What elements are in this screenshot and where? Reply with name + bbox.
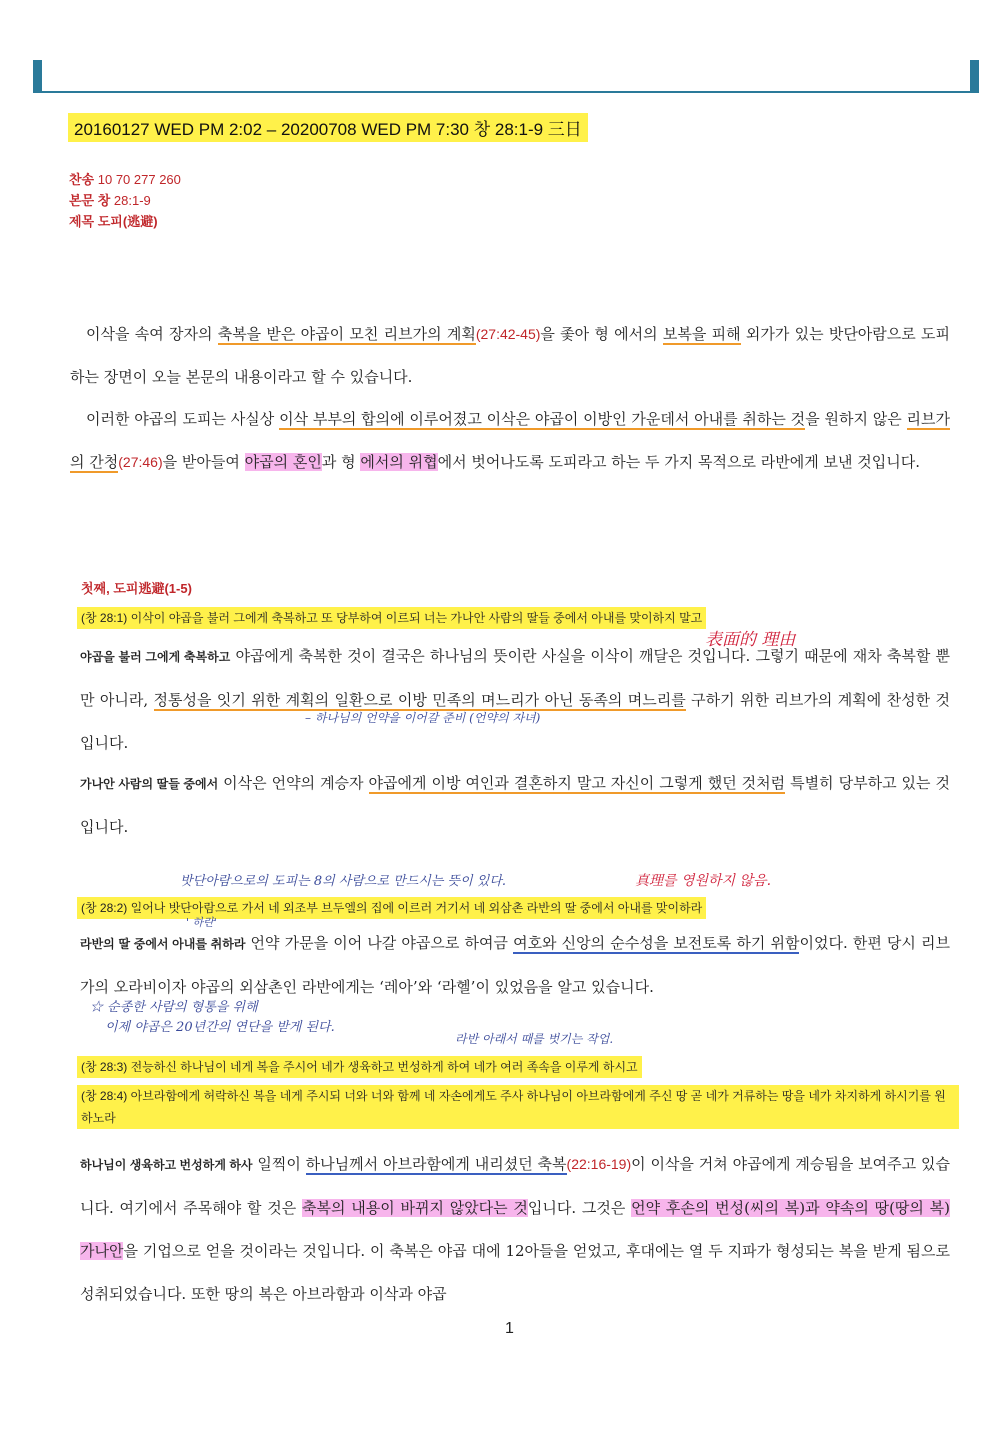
handwritten-note: 밧단아람으로의 도피는 8의 사람으로 만드시는 뜻이 있다. [180, 874, 507, 889]
scripture-ref: (27:42-45) [475, 326, 541, 342]
lead-phrase: 가나안 사람의 딸들 중에서 [80, 777, 219, 791]
section-heading: 첫째, 도피逃避(1-5) [81, 581, 192, 596]
text-label: 본문 창 [69, 193, 111, 208]
text-run: 일찍이 [252, 1155, 306, 1173]
highlighted-text: 언약 후손의 번성(씨의 복)과 약속의 땅(땅의 복) 가나안 [80, 1199, 951, 1260]
commentary-1 [80, 635, 950, 765]
lead-phrase: 야곱을 불러 그에게 축복하고 [80, 650, 231, 664]
handwritten-note: ☆ 순종한 사람의 형통을 위해 [90, 1000, 258, 1015]
intro-paragraph-1 [70, 313, 950, 399]
commentary-2 [80, 762, 950, 849]
text-run: 야곱에게 축복한 것이 결국은 하나님의 뜻이란 사실을 이삭이 깨달은 것입니다. 그렇기 때문에 재차 축복할 뿐만 아니라, [80, 647, 950, 709]
text-run: 을 기업으로 얻을 것이라는 것입니다. 이 축복은 야곱 대에 12아들을 얻었고, 후대에는 열 두 지파가 형성되는 복을 받게 됨으로 성취되었습니다. 또한 땅의 복은 아브라함과 이삭과 야곱 [80, 1242, 950, 1303]
underlined-text: 정통성을 잇기 위한 계획의 일환으로 이방 민족의 며느리가 아닌 동족의 며느리를 [153, 691, 686, 709]
text-run: 이삭을 속여 장자의 [86, 325, 218, 343]
underlined-text: 보복을 피해 [662, 325, 741, 343]
text-run: 이었다. 한편 당시 리브가의 오라비이자 야곱의 외삼촌인 라반에게는 ‘레아’와 ‘라헬’이 있었음을 알고 있습니다. [80, 934, 951, 996]
underlined-text: 여호와 신앙의 순수성을 보전토록 하기 위함 [513, 934, 800, 952]
verse-28-1: (창 28:1) 이삭이 야곱을 불러 그에게 축복하고 또 당부하여 이르되 너는 가나안 사람의 딸들 중에서 아내를 맞이하지 말고 [77, 607, 706, 629]
intro-paragraph-2 [70, 398, 950, 484]
handwritten-note: 이제 야곱은 20년간의 연단을 받게 된다. [105, 1020, 335, 1035]
header-bar-right [970, 60, 979, 93]
scripture-ref: (22:16-19) [566, 1156, 632, 1172]
header-bar-left [33, 60, 42, 93]
text-value: 28:1-9 [113, 193, 151, 208]
highlighted-text: 축복의 내용이 바뀌지 않았다는 것 [301, 1199, 528, 1217]
text-run: 을 좇아 형 에서의 [540, 325, 663, 343]
text-run: 입니다. 그것은 [527, 1199, 632, 1217]
handwritten-note: 表面的 理由 [705, 630, 796, 650]
lead-phrase: 하나님이 생육하고 번성하게 하사 [80, 1158, 253, 1172]
title-label: 제목 [69, 214, 95, 229]
underlined-text: 축복을 받은 야곱이 모친 리브가의 계획 [217, 325, 476, 343]
hymn-value: 10 70 277 260 [97, 172, 181, 187]
verse-28-2: (창 28:2) 일어나 밧단아람으로 가서 네 외조부 브두엘의 집에 이르러 거기서 네 외삼촌 라반의 딸 중에서 아내를 맞이하라 [77, 897, 706, 919]
underlined-text: 야곱에게 이방 여인과 결혼하지 말고 자신이 그렇게 했던 것처럼 [368, 774, 786, 792]
title-line [69, 211, 158, 230]
underlined-text: 이삭 부부의 합의에 이루어졌고 이삭은 야곱이 이방인 가운데서 아내를 취하는 것 [279, 410, 806, 428]
page-number: 1 [505, 1320, 514, 1337]
text-run: 이 이삭을 거쳐 야곱에게 계승됨을 보여주고 있습니다. 여기에서 주목해야 할 것은 [80, 1155, 950, 1217]
text-line [69, 190, 151, 209]
handwritten-note: – 하나님의 언약을 이어갈 준비 (언약의 자녀) [305, 711, 541, 725]
header-rule [34, 91, 978, 93]
verse-28-3: (창 28:3) 전능하신 하나님이 네게 복을 주시어 네가 생육하고 번성하게 하여 네가 여러 족속을 이루게 하시고 [77, 1056, 642, 1078]
text-run: 외가가 있는 밧단아람으로 도피하는 장면이 오늘 본문의 내용이라고 할 수 있습니다. [70, 325, 951, 386]
highlighted-text: 야곱의 혼인 [244, 453, 322, 471]
text-run: 이삭은 언약의 계승자 [218, 774, 369, 792]
text-run: 을 받아들여 [162, 453, 245, 471]
hymn-line [69, 169, 181, 188]
underlined-text: 리브가의 간청 [70, 410, 950, 471]
hymn-label: 찬송 [69, 172, 95, 187]
text-run: 에서 벗어나도록 도피라고 하는 두 가지 목적으로 라반에게 보낸 것입니다. [437, 453, 920, 471]
handwritten-note: ' 하란' [186, 916, 217, 929]
scripture-ref: (27:46) [118, 454, 163, 470]
handwritten-note: 真理를 영원하지 않음. [635, 873, 772, 889]
text-run: 이러한 야곱의 도피는 사실상 [86, 410, 280, 428]
commentary-4 [80, 1143, 950, 1316]
lead-phrase: 라반의 딸 중에서 아내를 취하라 [80, 937, 246, 951]
date-line: 20160127 WED PM 2:02 – 20200708 WED PM 7:30 창 28:1-9 三日 [68, 113, 588, 142]
verse-28-4: (창 28:4) 아브라함에게 허락하신 복을 네게 주시되 너와 너와 함께 네 자손에게도 주사 하나님이 아브라함에게 주신 땅 곧 네가 거류하는 땅을 네가 차지하게 하시기를 원하노라 [77, 1085, 959, 1129]
text-run: 구하기 위한 리브가의 계획에 찬성한 것입니다. [80, 691, 951, 752]
title-value: 도피(逃避) [97, 214, 158, 229]
text-run: 을 원하지 않은 [805, 410, 907, 428]
highlighted-text: 에서의 위협 [360, 453, 438, 471]
text-run: 과 형 [321, 453, 361, 471]
underlined-text: 하나님께서 아브라함에게 내리셨던 축복 [305, 1155, 567, 1173]
text-run: 특별히 당부하고 있는 것입니다. [80, 774, 950, 836]
text-run: 언약 가문을 이어 나갈 야곱으로 하여금 [245, 934, 514, 952]
handwritten-note: 라반 아래서 때를 벗기는 작업. [455, 1032, 614, 1046]
